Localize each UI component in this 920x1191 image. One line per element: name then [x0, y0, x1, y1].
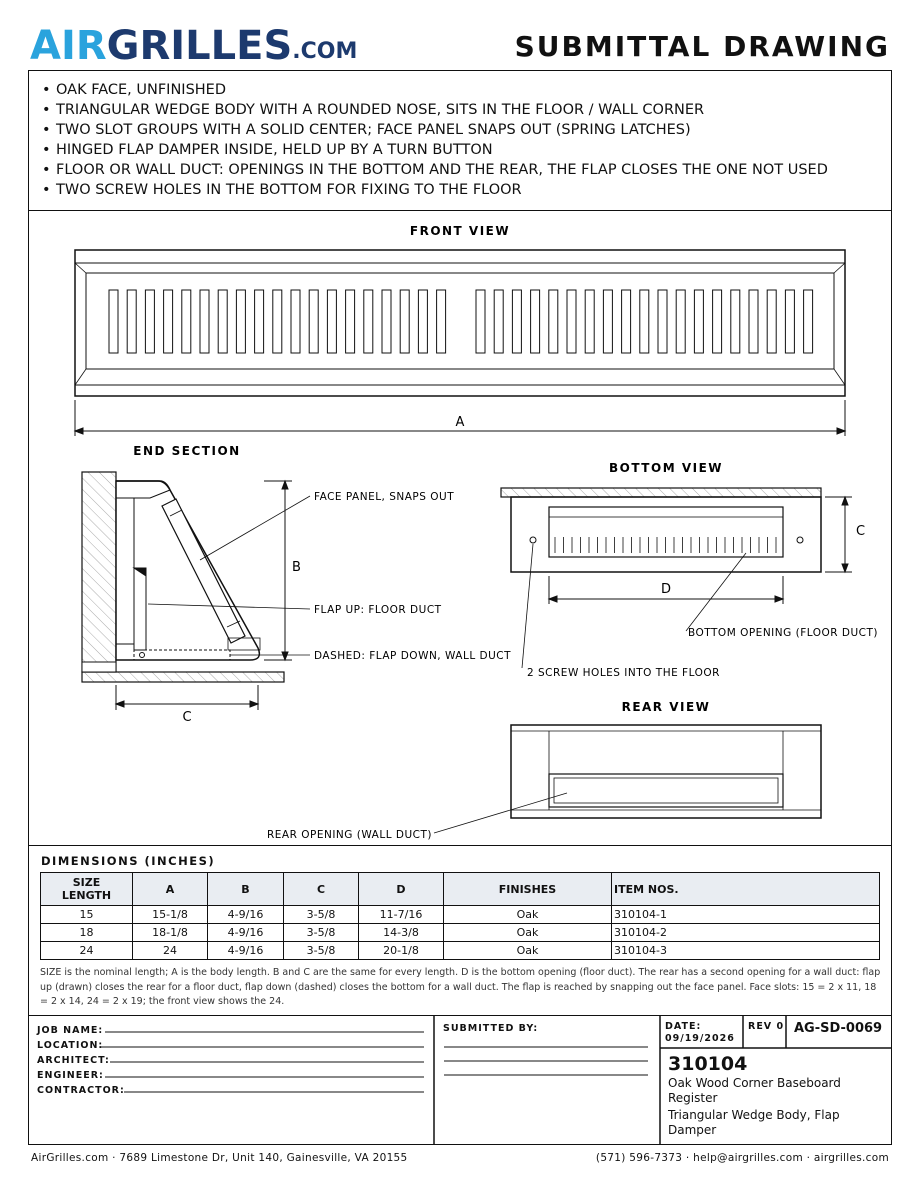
bottom-opening-slats: [555, 537, 776, 553]
cell-b: 4-9/16: [208, 924, 284, 942]
logo-part-es: ES: [236, 23, 293, 69]
date-block: [665, 1021, 735, 1045]
logo-part-grill: GRILL: [106, 23, 237, 69]
floor-hatch: [82, 672, 284, 682]
cell-size: 24: [41, 942, 133, 960]
cell-item-no: 310104-2: [612, 924, 880, 942]
cell-c: 3-5/8: [284, 924, 359, 942]
face-slot: [418, 290, 427, 353]
field-job-name: JOB NAME:: [37, 1025, 104, 1036]
callout-flap-down: DASHED: FLAP DOWN, WALL DUCT: [314, 650, 512, 662]
logo-suffix: .COM: [292, 39, 358, 64]
note-item: • HINGED FLAP DAMPER INSIDE, HELD UP BY A TURN BUTTON: [40, 140, 880, 160]
table-row: [41, 942, 880, 960]
cell-size: 18: [41, 924, 133, 942]
col-header-c: C: [284, 873, 359, 906]
bottom-view: [501, 488, 821, 572]
bottom-dim-c-label: C: [856, 524, 866, 539]
face-slot: [731, 290, 740, 353]
face-slot: [713, 290, 722, 353]
project-fields: [37, 1023, 125, 1098]
face-slot: [382, 290, 391, 353]
dimensions-footnote: SIZE is the nominal length; A is the body length. B and C are the same for every length. D is the bottom opening (floor duct). The rear has a second opening for a wall duct: flap up (drawn) closes the rear for a floor duct, flap down (dashed) closes the bottom for a wall duct. The flap is reached by snapping out the face panel. Face slots: 15 = 2 x 11, 18 = 2 x 14, 24 = 2 x 19; the front view shows the 24.: [40, 967, 881, 1007]
face-slot: [804, 290, 813, 353]
face-slot: [640, 290, 649, 353]
col-header-item-nos: ITEM NOS.: [612, 873, 880, 906]
dimensions-table: [40, 872, 880, 960]
face-slot: [200, 290, 209, 353]
rear-view-title: REAR VIEW: [621, 700, 711, 714]
face-slot: [273, 290, 282, 353]
cell-finish: Oak: [444, 942, 612, 960]
date-value: 09/19/2026: [665, 1033, 735, 1044]
cell-d: 20-1/8: [359, 942, 444, 960]
col-header-d: D: [359, 873, 444, 906]
table-row: [41, 924, 880, 942]
doc-title: SUBMITTAL DRAWING: [514, 30, 890, 63]
table-row: [41, 906, 880, 924]
callout-bottom-opening: BOTTOM OPENING (FLOOR DUCT): [688, 627, 878, 639]
cell-d: 11-7/16: [359, 906, 444, 924]
face-slot: [291, 290, 300, 353]
revision: REV 0: [748, 1021, 785, 1032]
face-slot: [585, 290, 594, 353]
slot-group-right: [476, 290, 813, 353]
face-slot: [549, 290, 558, 353]
face-slot: [109, 290, 118, 353]
cell-item-no: 310104-1: [612, 906, 880, 924]
bottom-opening-rect: [549, 507, 783, 557]
callout-screw-holes: 2 SCREW HOLES INTO THE FLOOR: [527, 667, 720, 679]
screw-hole-right: [797, 537, 803, 543]
end-dim-c-label: C: [182, 710, 192, 725]
face-slot: [255, 290, 264, 353]
screw-hole-left: [530, 537, 536, 543]
footer-address: AirGrilles.com · 7689 Limestone Dr, Unit 140, Gainesville, VA 20155: [31, 1152, 408, 1164]
face-slot: [694, 290, 703, 353]
note-item: • FLOOR OR WALL DUCT: OPENINGS IN THE BOTTOM AND THE REAR, THE FLAP CLOSES THE ONE NOT USED: [40, 160, 880, 180]
callout-flap-up: FLAP UP: FLOOR DUCT: [314, 604, 442, 616]
face-slot: [309, 290, 318, 353]
dim-b-label: B: [292, 560, 301, 575]
cell-a: 18-1/8: [133, 924, 208, 942]
face-slot: [236, 290, 245, 353]
field-location: LOCATION:: [37, 1040, 104, 1051]
face-slot: [164, 290, 173, 353]
field-contractor: CONTRACTOR:: [37, 1085, 125, 1096]
flap-up: [134, 568, 146, 650]
face-slot: [327, 290, 336, 353]
face-slot: [218, 290, 227, 353]
col-header-size: SIZE LENGTH: [41, 873, 133, 906]
cell-c: 3-5/8: [284, 906, 359, 924]
face-slot: [531, 290, 540, 353]
bottom-dims: [522, 497, 852, 668]
col-header-finishes: FINISHES: [444, 873, 612, 906]
front-view: [75, 250, 845, 396]
face-slot: [400, 290, 409, 353]
wall-hatch: [82, 472, 116, 672]
front-view-title: FRONT VIEW: [409, 224, 511, 238]
face-slot: [346, 290, 355, 353]
callout-face-panel: FACE PANEL, SNAPS OUT: [314, 491, 455, 503]
dimensions-title: DIMENSIONS (INCHES): [41, 854, 216, 868]
field-engineer: ENGINEER:: [37, 1070, 104, 1081]
cell-item-no: 310104-3: [612, 942, 880, 960]
cell-b: 4-9/16: [208, 942, 284, 960]
end-section: [82, 472, 284, 682]
cell-a: 24: [133, 942, 208, 960]
face-slot: [364, 290, 373, 353]
cell-finish: Oak: [444, 924, 612, 942]
slot-group-left: [109, 290, 446, 353]
face-slot: [767, 290, 776, 353]
note-item: • TRIANGULAR WEDGE BODY WITH A ROUNDED NOSE, SITS IN THE FLOOR / WALL CORNER: [40, 100, 880, 120]
dim-a-label: A: [455, 415, 465, 430]
note-item: • OAK FACE, UNFINISHED: [40, 80, 880, 100]
drawing-number: AG-SD-0069: [794, 1021, 883, 1036]
face-slot: [476, 290, 485, 353]
footer-contact: (571) 596-7373 · help@airgrilles.com · airgrilles.com: [595, 1152, 889, 1164]
face-slot: [127, 290, 136, 353]
cell-c: 3-5/8: [284, 942, 359, 960]
col-header-b: B: [208, 873, 284, 906]
part-number: 310104: [668, 1053, 748, 1075]
note-item: • TWO SCREW HOLES IN THE BOTTOM FOR FIXING TO THE FLOOR: [40, 180, 880, 200]
face-slot: [622, 290, 631, 353]
rear-view: [434, 725, 821, 833]
cell-d: 14-3/8: [359, 924, 444, 942]
face-slot: [676, 290, 685, 353]
date-label: DATE:: [665, 1021, 702, 1032]
callout-rear-opening: REAR OPENING (WALL DUCT): [267, 829, 432, 841]
face-slot: [145, 290, 154, 353]
bottom-view-title: BOTTOM VIEW: [609, 461, 723, 475]
face-slot: [567, 290, 576, 353]
rear-opening-rect: [549, 774, 783, 807]
face-slot: [785, 290, 794, 353]
description-2: Triangular Wedge Body, Flap Damper: [668, 1108, 840, 1137]
face-slot: [512, 290, 521, 353]
description-1: Oak Wood Corner Baseboard Register: [668, 1076, 841, 1105]
note-item: • TWO SLOT GROUPS WITH A SOLID CENTER; FACE PANEL SNAPS OUT (SPRING LATCHES): [40, 120, 880, 140]
face-slot: [749, 290, 758, 353]
face-slot: [494, 290, 503, 353]
rear-body-rect: [511, 725, 821, 818]
bottom-floor-hatch: [501, 488, 821, 497]
logo-part-air: AIR: [30, 23, 107, 69]
end-section-title: END SECTION: [133, 444, 241, 458]
face-slot: [603, 290, 612, 353]
bottom-body-rect: [511, 497, 821, 572]
submitted-by-label: SUBMITTED BY:: [443, 1023, 539, 1034]
cell-size: 15: [41, 906, 133, 924]
field-architect: ARCHITECT:: [37, 1055, 110, 1066]
cell-a: 15-1/8: [133, 906, 208, 924]
table-header-row: [41, 873, 880, 906]
cell-finish: Oak: [444, 906, 612, 924]
dim-d-label: D: [660, 582, 672, 597]
cell-b: 4-9/16: [208, 906, 284, 924]
face-slot: [437, 290, 446, 353]
face-slot: [658, 290, 667, 353]
col-header-a: A: [133, 873, 208, 906]
face-slot: [182, 290, 191, 353]
